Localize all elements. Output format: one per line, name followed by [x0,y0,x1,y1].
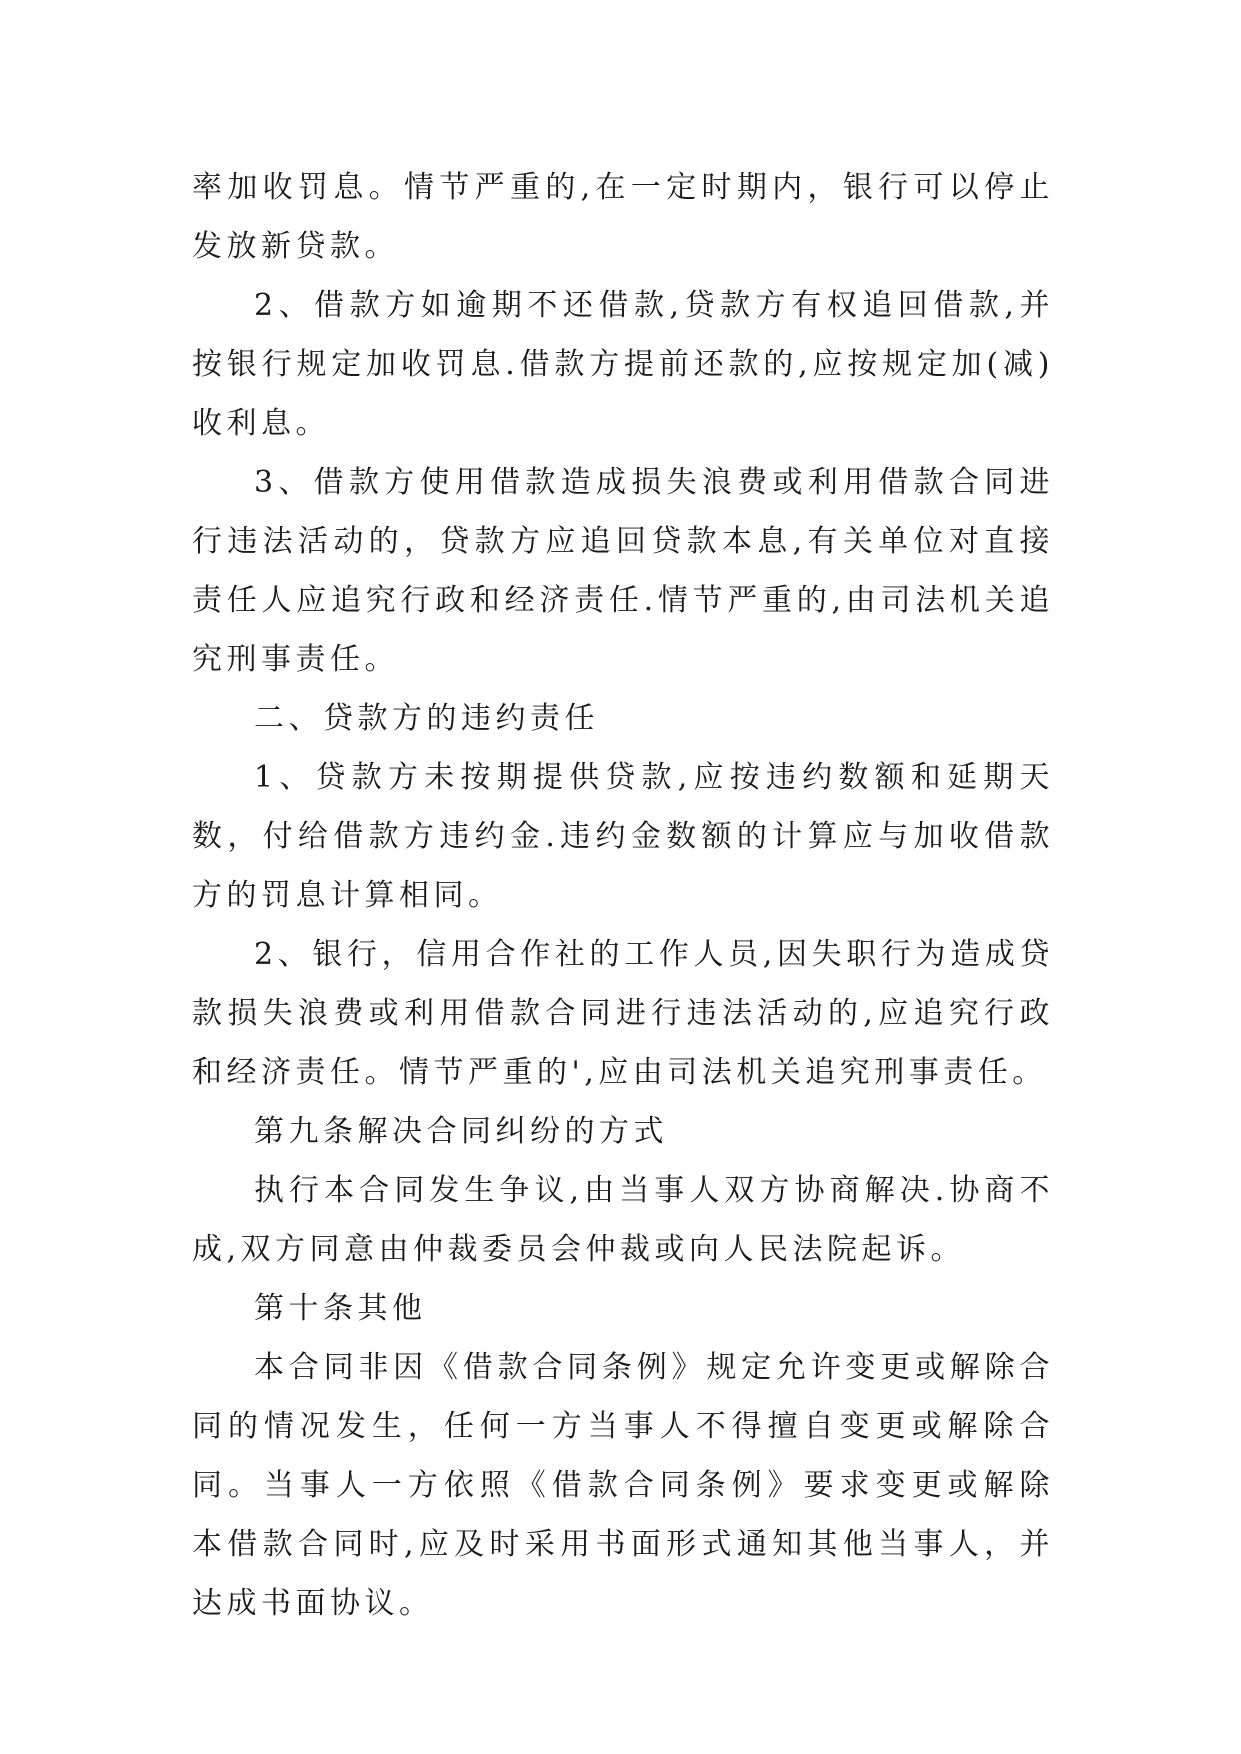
paragraph-clause-3-misuse: 3、借款方使用借款造成损失浪费或利用借款合同进行违法活动的，贷款方应追回贷款本息,有关单位对直接责任人应追究行政和经济责任.情节严重的,由司法机关追究刑事责任。 [192,465,1054,677]
paragraph-lender-clause-1: 1、贷款方未按期提供贷款,应按违约数额和延期天数，付给借款方违约金.违约金数额的计算应与加收借款方的罚息计算相同。 [192,760,1054,913]
paragraph-clause-2-overdue: 2、借款方如逾期不还借款,贷款方有权追回借款,并按银行规定加收罚息.借款方提前还款的,应按规定加(减)收利息。 [192,288,1054,441]
paragraph-lender-clause-2: 2、银行，信用合作社的工作人员,因失职行为造成贷款损失浪费或利用借款合同进行违法活动的,应追究行政和经济责任。情节严重的',应由司法机关追究刑事责任。 [192,937,1054,1090]
paragraph-dispute-resolution: 执行本合同发生争议,由当事人双方协商解决.协商不成,双方同意由仲裁委员会仲裁或向人民法院起诉。 [192,1173,1054,1267]
document-body [192,158,1054,1633]
paragraph-continuation-penalty: 率加收罚息。情节严重的,在一定时期内，银行可以停止发放新贷款。 [192,170,1054,264]
article-heading-9-dispute: 第九条解决合同纠纷的方式 [254,1114,668,1149]
section-heading-lender-liability: 二、贷款方的违约责任 [254,701,599,736]
article-heading-10-other: 第十条其他 [254,1291,427,1326]
paragraph-other-terms: 本合同非因《借款合同条例》规定允许变更或解除合同的情况发生，任何一方当事人不得擅自变更或解除合同。当事人一方依照《借款合同条例》要求变更或解除本借款合同时,应及时采用书面形式通知其他当事人，并达成书面协议。 [192,1350,1054,1621]
